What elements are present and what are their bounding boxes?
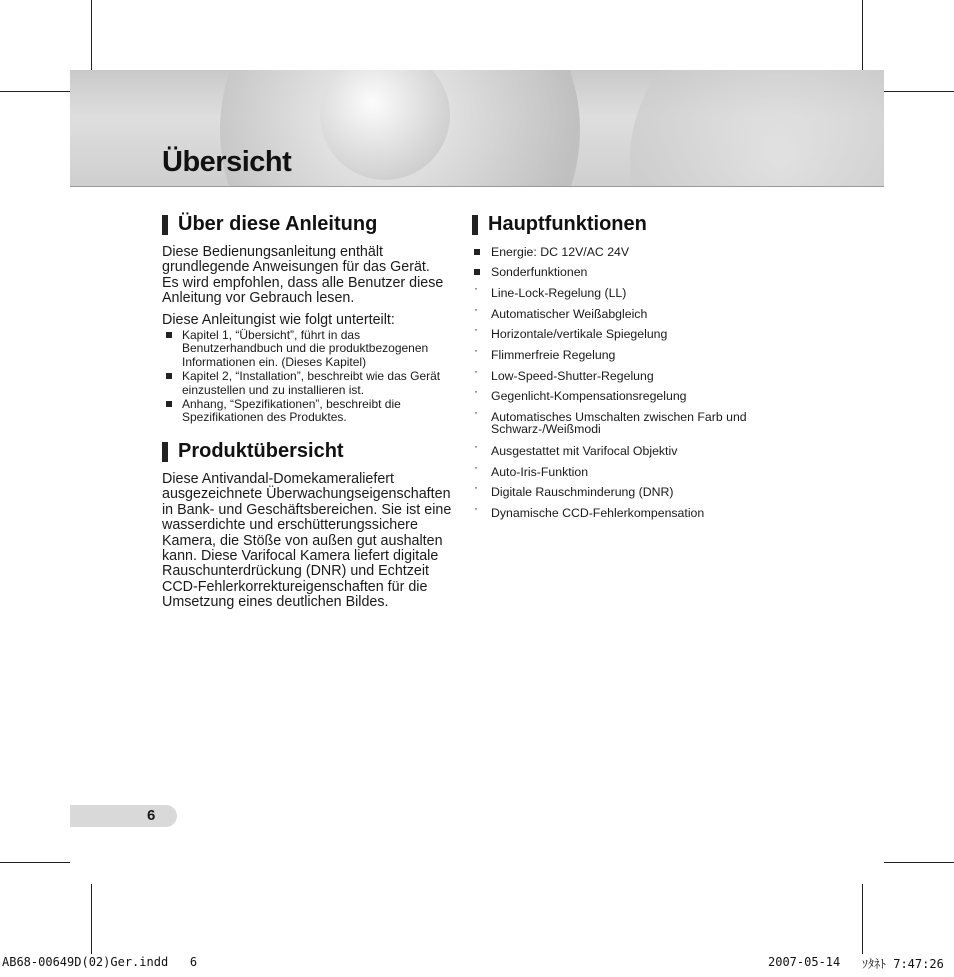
heading-bar-icon <box>162 442 168 462</box>
crop-mark <box>884 91 954 92</box>
print-slug-date: 2007-05-14 <box>768 955 841 969</box>
text-line: Diese Antivandal-Domekameraliefert <box>162 471 395 487</box>
section-heading-features <box>472 213 647 236</box>
list-item <box>162 398 440 425</box>
chapter-list <box>162 329 440 426</box>
feature-text: Schwarz-/Weißmodi <box>491 422 601 436</box>
crop-mark <box>91 884 92 954</box>
dot-bullet-icon: · <box>474 480 478 494</box>
feature-text: Automatisches Umschalten zwischen Farb und <box>491 410 747 424</box>
crop-mark <box>0 91 70 92</box>
section-heading-text: Hauptfunktionen <box>488 213 647 235</box>
overview-body <box>162 472 451 611</box>
print-slug-time: ｿﾀﾈﾄ 7:47:26 <box>862 957 944 971</box>
square-bullet-icon <box>474 269 480 275</box>
text-line: kann. Diese Varifocal Kamera liefert digitale <box>162 548 439 565</box>
feature-text: Automatischer Weißabgleich <box>491 307 648 321</box>
text-line: Diese Anleitungist wie folgt unterteilt: <box>162 312 395 328</box>
text-line: Spezifikationen des Produktes. <box>182 410 347 425</box>
dot-bullet-icon: · <box>474 405 478 419</box>
text-line: grundlegende Anweisungen für das Gerät. <box>162 259 430 276</box>
text-line: Es wird empfohlen, dass alle Benutzer diese <box>162 274 444 291</box>
dot-bullet-icon: · <box>474 322 478 336</box>
text-line: Anleitung vor Gebrauch lesen. <box>162 290 355 307</box>
text-line: Kapitel 1, “Übersicht”, führt in das <box>182 328 361 342</box>
feature-text: Low-Speed-Shutter-Regelung <box>491 369 654 383</box>
heading-bar-icon <box>472 215 478 235</box>
text-line: CCD-Fehlerkorrektureigenschaften für die <box>162 578 428 595</box>
text-line: Kapitel 2, “Installation”, beschreibt wie das Gerät <box>182 369 441 384</box>
heading-bar-icon <box>162 215 168 235</box>
dot-bullet-icon: · <box>474 281 478 295</box>
feature-text: Dynamische CCD-Fehlerkompensation <box>491 506 705 520</box>
feature-text: Horizontale/vertikale Spiegelung <box>491 327 668 341</box>
crop-mark <box>862 884 863 954</box>
text-line: Benutzerhandbuch und die produktbezogenen <box>182 341 429 356</box>
dot-bullet-icon: · <box>474 460 478 474</box>
feature-text: Energie: DC 12V/AC 24V <box>491 245 630 259</box>
about-lead <box>162 313 395 328</box>
section-heading-text: Produktübersicht <box>178 440 344 462</box>
text-line: Umsetzung eines deutlichen Bildes. <box>162 594 389 611</box>
section-heading-text: Über diese Anleitung <box>178 213 378 235</box>
text-line: Anhang, “Spezifikationen”, beschreibt die <box>182 397 401 412</box>
square-bullet-icon <box>474 249 480 255</box>
list-item <box>162 329 440 369</box>
feature-text: Flimmerfreie Regelung <box>491 348 616 362</box>
text-line: Informationen ein. (Dieses Kapitel) <box>182 354 367 369</box>
crop-mark <box>0 862 70 863</box>
page-title: Übersicht <box>162 146 292 178</box>
text-line: in Bank- und Geschäftsbereichen. Sie ist eine <box>162 501 452 518</box>
feature-text: Gegenlicht-Kompensationsregelung <box>491 389 687 403</box>
crop-mark <box>862 0 863 70</box>
about-intro <box>162 245 443 307</box>
feature-text: Line-Lock-Regelung (LL) <box>491 286 627 300</box>
feature-text: Digitale Rauschminderung (DNR) <box>491 485 674 499</box>
feature-text: Sonderfunktionen <box>491 265 588 279</box>
dot-bullet-icon: · <box>474 364 478 378</box>
page-number-tab <box>70 805 177 827</box>
square-bullet-icon <box>166 332 172 338</box>
lens-graphic <box>630 70 884 187</box>
crop-mark <box>884 862 954 863</box>
dot-bullet-icon: · <box>474 302 478 316</box>
square-bullet-icon <box>166 373 172 379</box>
dot-bullet-icon: · <box>474 439 478 453</box>
dot-bullet-icon: · <box>474 384 478 398</box>
crop-mark <box>91 0 92 70</box>
text-line: Diese Bedienungsanleitung enthält <box>162 244 383 260</box>
print-slug-file: AB68-00649D(02)Ger.indd 6 <box>2 955 198 969</box>
text-line: ausgezeichnete Überwachungseigenschaften <box>162 486 451 503</box>
section-heading-about <box>162 213 377 236</box>
square-bullet-icon <box>166 401 172 407</box>
dot-bullet-icon: · <box>474 501 478 515</box>
feature-text: Ausgestattet mit Varifocal Objektiv <box>491 444 678 458</box>
header-banner <box>70 70 884 187</box>
text-line: wasserdichte und erschütterungssichere <box>162 517 418 534</box>
feature-text: Auto-Iris-Funktion <box>491 465 589 479</box>
text-line: einzustellen und zu installieren ist. <box>182 382 365 397</box>
page-number: 6 <box>147 807 156 824</box>
text-line: Kamera, die Stöße von außen gut aushalten <box>162 532 443 549</box>
text-line: Rauschunterdrückung (DNR) und Echtzeit <box>162 563 429 580</box>
list-item <box>162 370 440 397</box>
section-heading-overview <box>162 440 344 463</box>
dot-bullet-icon: · <box>474 343 478 357</box>
